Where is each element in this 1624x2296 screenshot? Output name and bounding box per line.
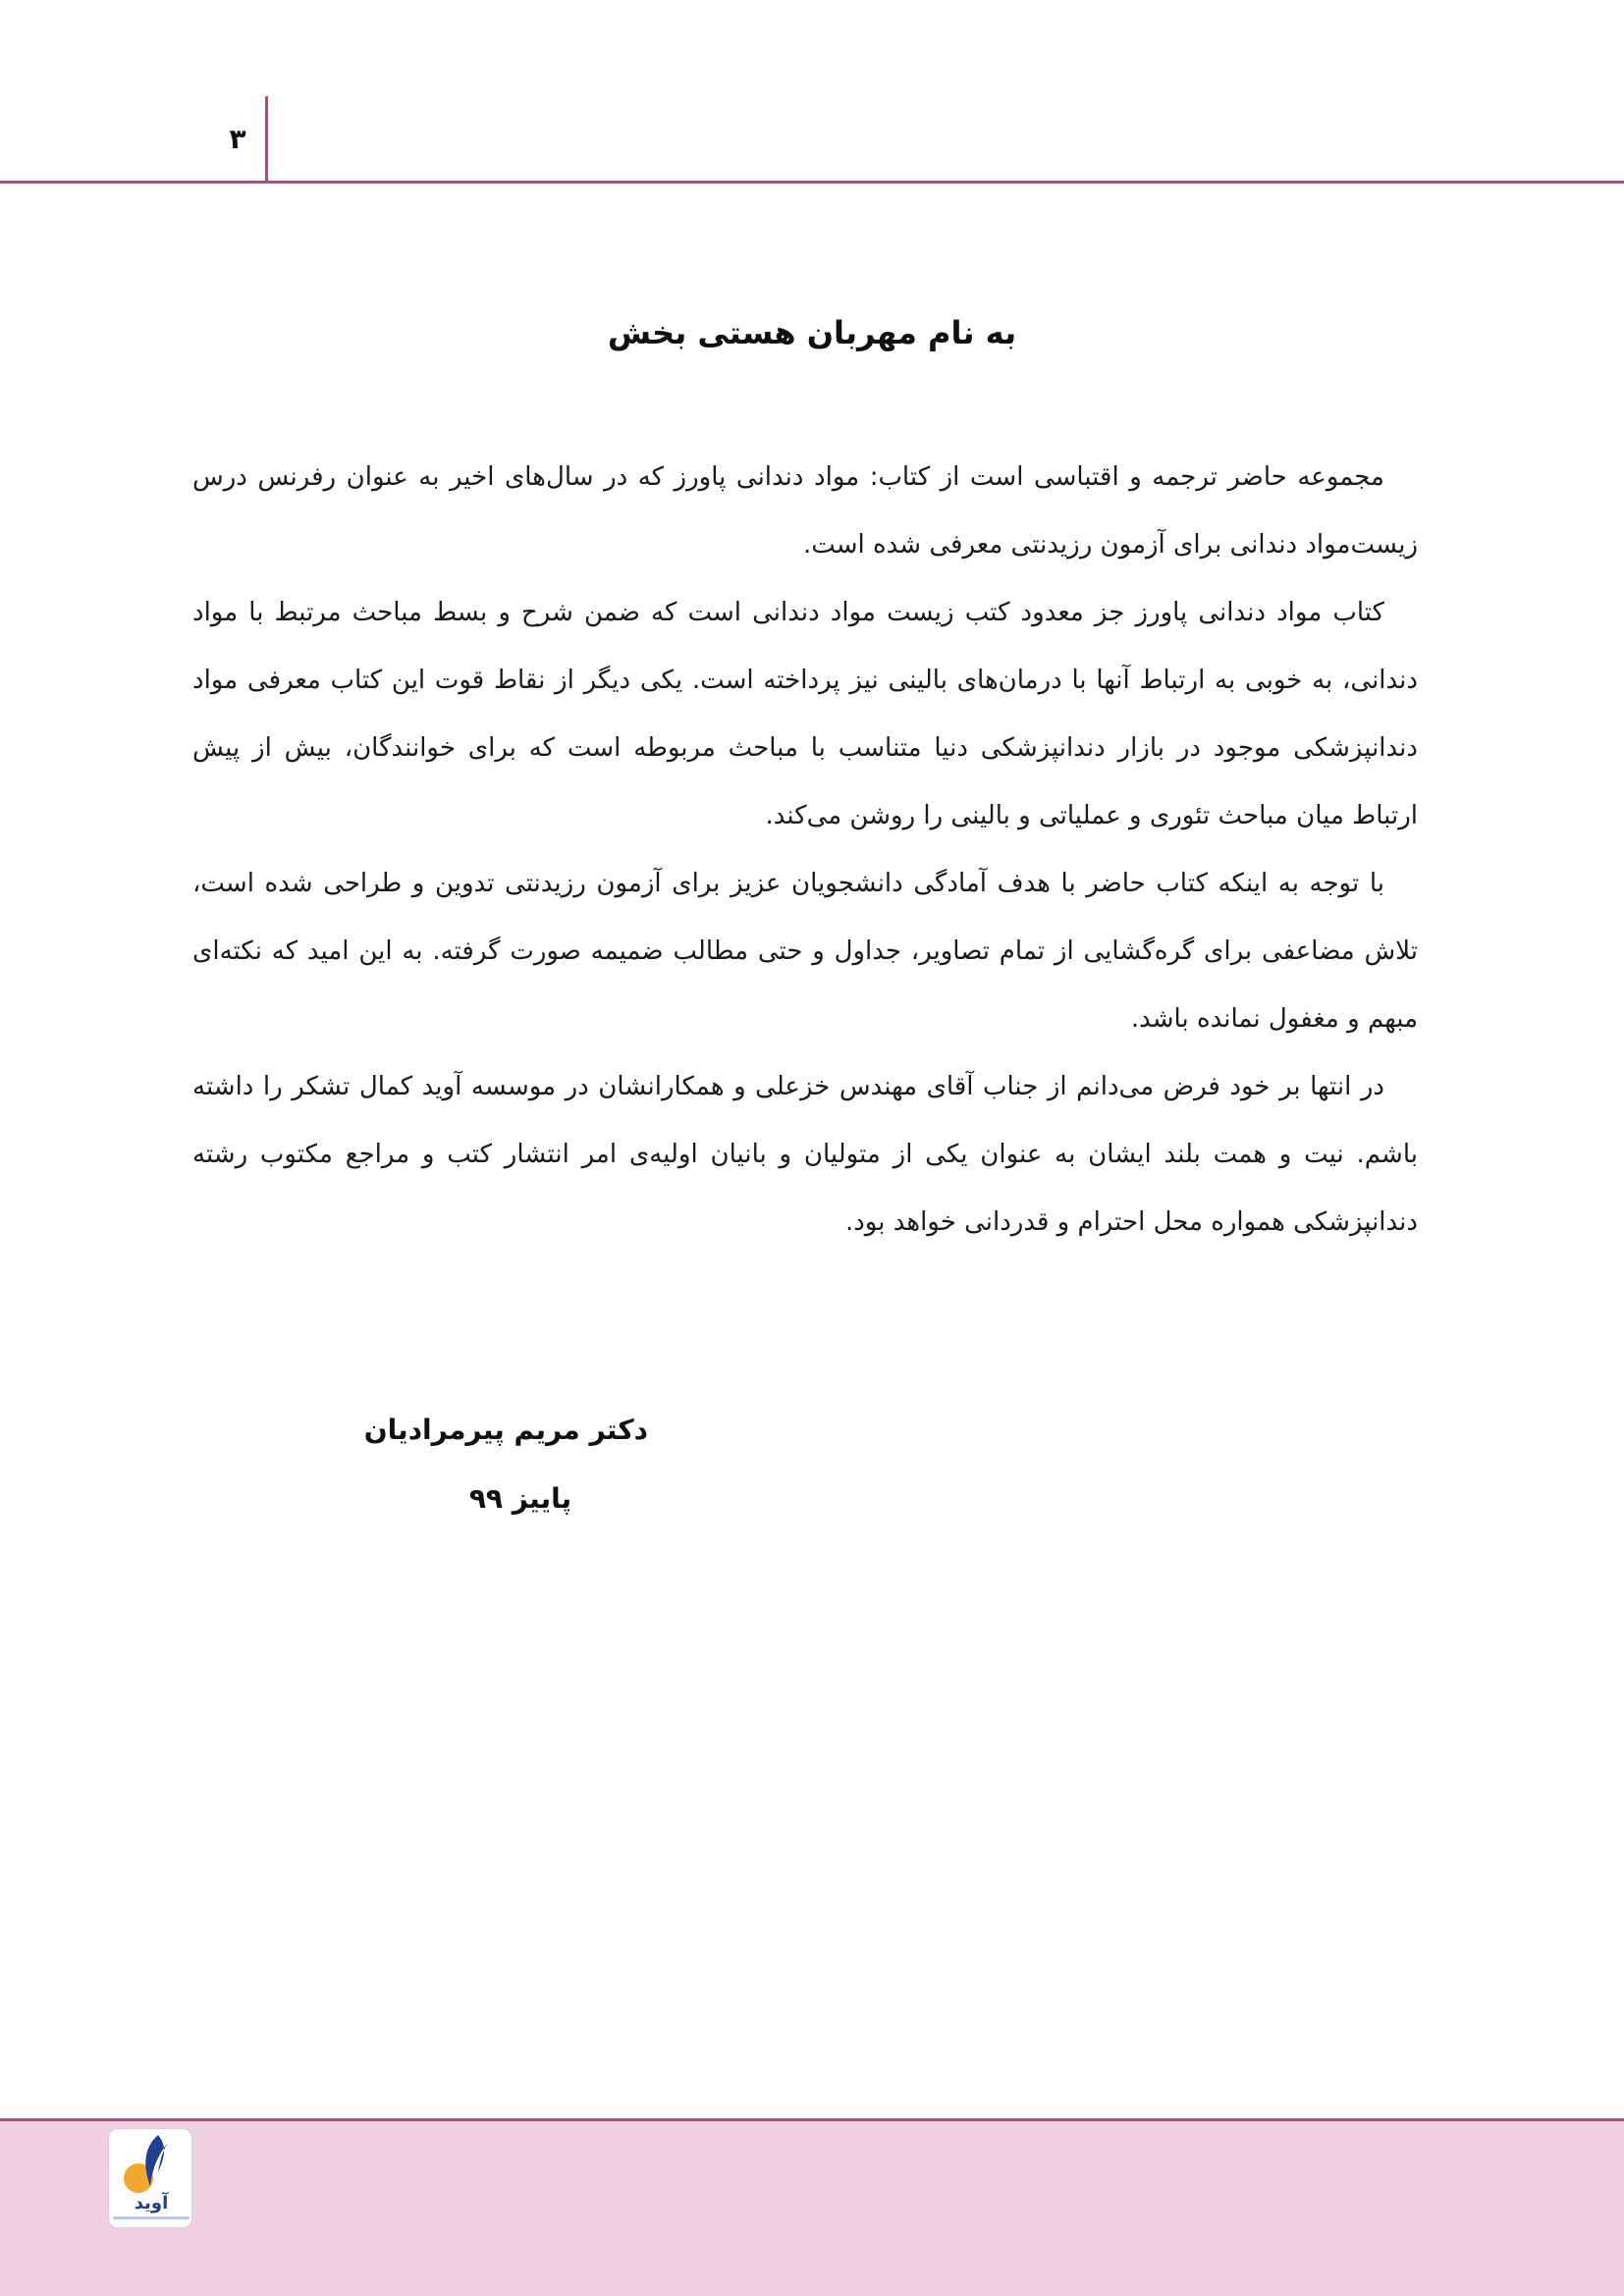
paragraph-3: با توجه به اینکه کتاب حاضر با هدف آمادگی دانشجویان عزیز برای آزمون رزیدنتی تدوین و طراحی شده است، تلاش مضاعفی برای گره‌گشایی از تمام تصاویر، جداول و حتی مطالب ضمیمه صورت گرفته. به این امید که نکته‌ای مبهم و مغفول نمانده باشد. (192, 869, 1418, 1034)
paragraph-1: مجموعه حاضر ترجمه و اقتباسی است از کتاب: مواد دندانی پاورز که در سال‌های اخیر به عنوان رفرنس درس زیست‌مواد دندانی برای آزمون رزیدنتی معرفی شده است. (192, 462, 1418, 560)
signature-date: پاییز ۹۹ (468, 1482, 572, 1515)
paragraph-4: در انتها بر خود فرض می‌دانم از جناب آقای مهندس خزعلی و همکارانشان در موسسه آوید کمال تشکر را داشته باشم. نیت و همت بلند ایشان به عنوان یکی از متولیان و بانیان اولیه‌ی امر انتشار کتب و مراجع مکتوب رشته دندانپزشکی همواره محل احترام و قدردانی خواهد بود. (192, 1072, 1418, 1237)
quill-icon (109, 2129, 193, 2198)
author-name: دکتر مریم پیرمرادیان (363, 1414, 648, 1446)
header-rule (0, 181, 1624, 184)
page-title: به نام مهربان هستی بخش (607, 314, 1017, 351)
logo-tagline-mark (113, 2216, 189, 2219)
signature-block (363, 1396, 648, 1533)
paragraph-2: کتاب مواد دندانی پاورز جز معدود کتب زیست مواد دندانی است که ضمن شرح و بسط مباحث مرتبط با مواد دندانی، به خوبی به ارتباط آنها با درمان‌های بالینی نیز پرداخته است. یکی دیگر از نقاط قوت این کتاب معرفی مواد دندانپزشکی موجود در بازار دندانپزشکی دنیا متناسب با مباحث مربوطه است که برای خوانندگان، بیش از پیش ارتباط میان مباحث تئوری و عملیاتی و بالینی را روشن می‌کند. (192, 598, 1418, 830)
avid-logo (108, 2128, 192, 2228)
logo-name: آوید (134, 2193, 169, 2214)
header-divider-tick (265, 96, 268, 183)
preface-body (192, 444, 1418, 1256)
page-number: ۳ (229, 123, 246, 155)
footer-band (0, 2118, 1624, 2296)
